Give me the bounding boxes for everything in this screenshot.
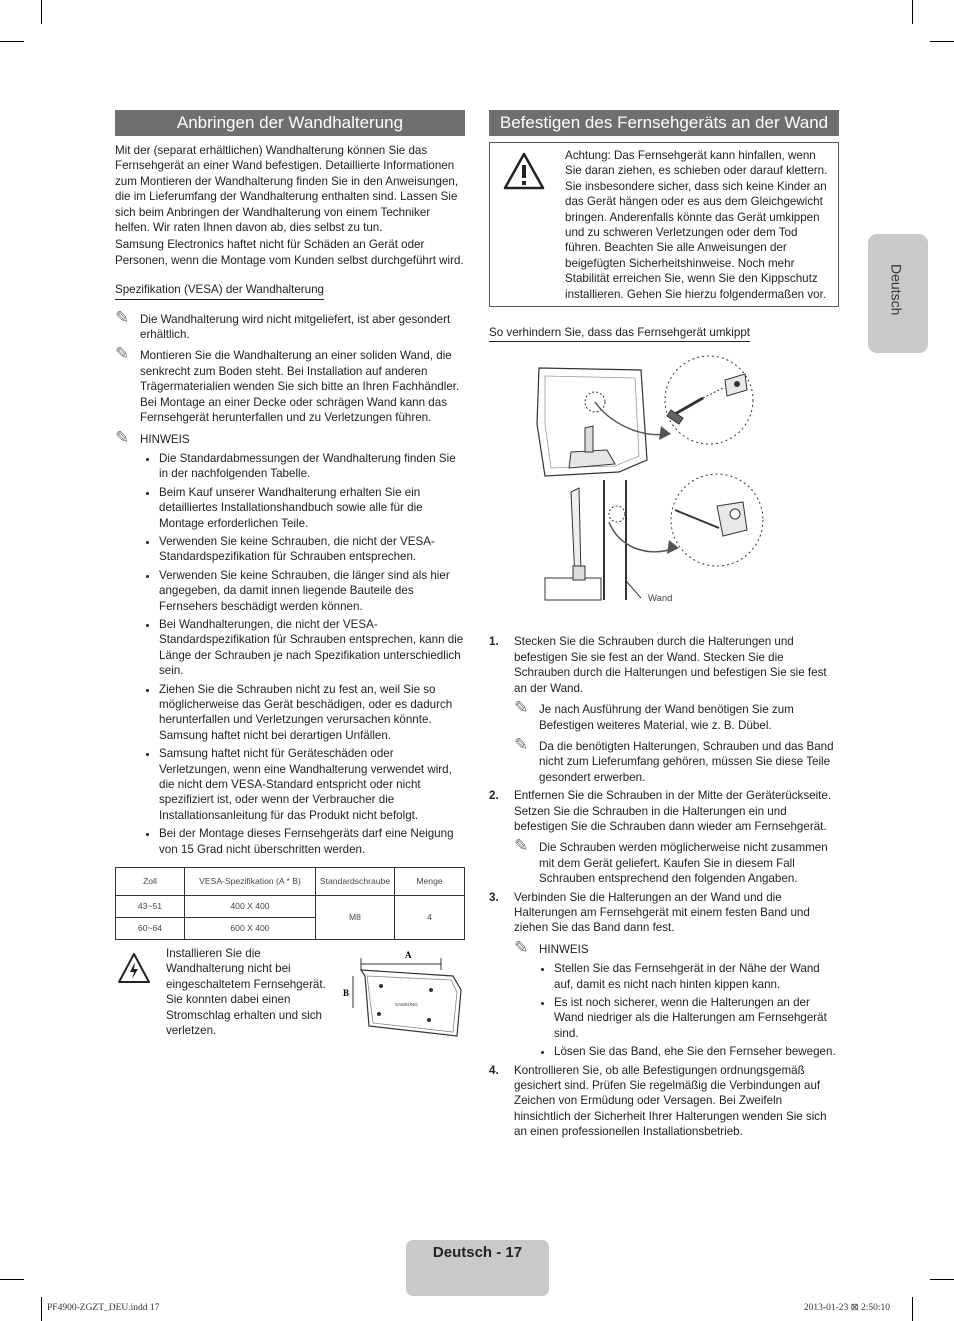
step-item: [489, 1063, 839, 1140]
list-item: • Verwenden Sie keine Schrauben, die länger sind als hier angegeben, da damit innen liegende Bauteile des Fernsehers beschädigt werden können.: [159, 568, 465, 614]
step-number: 3.: [489, 890, 499, 904]
list-item: • Beim Kauf unserer Wandhalterung erhalten Sie ein detailliertes Installationshandbuch sowie alle für die Montage erforderlichen Teile.: [159, 485, 465, 531]
page-number: Deutsch - 17: [432, 1244, 523, 1261]
wall-label: Wand: [648, 593, 673, 605]
table-cell: 43~51: [116, 896, 185, 918]
pencil-note-icon: ✎: [514, 734, 529, 754]
table-header-row: [116, 868, 465, 896]
table-cell: 4: [395, 896, 465, 940]
footer-file-name: PF4900-ZGZT_DEU.indd 17: [47, 1303, 160, 1313]
dimension-a-label: A: [405, 950, 412, 961]
vesa-spec-table: [115, 867, 465, 940]
table-cell: 600 X 400: [185, 918, 316, 940]
note-item: [514, 836, 839, 886]
column-header: Menge: [395, 868, 465, 896]
pencil-note-icon: ✎: [115, 427, 130, 447]
note-text: Die Wandhalterung wird nicht mitgeliefert, ist aber gesondert erhältlich.: [140, 312, 451, 342]
language-tab-label: Deutsch: [888, 264, 905, 316]
liability-paragraph: Samsung Electronics haftet nicht für Schäden an Gerät oder Personen, wenn die Montage vom Kunden selbst durchgeführt wird.: [115, 238, 464, 267]
note-text: Montieren Sie die Wandhalterung an einer soliden Wand, die senkrecht zum Boden steht. Bei Installation auf anderen Trägermaterialien wenden Sie sich bitte an Ihren Fachhändler. Bei Montage an einer Decke oder schrägen Wand kann das Fernsehgerät herunterfallen und zu Verletzungen führen.: [140, 349, 460, 425]
crop-mark: [41, 0, 42, 24]
crop-mark: [912, 0, 913, 24]
footer-timestamp: 2013-01-23 ⊠ 2:50:10: [803, 1303, 890, 1313]
caution-label: Achtung: [565, 149, 608, 162]
column-header: Standardschraube: [316, 868, 395, 896]
anti-tip-illustration: [489, 352, 839, 624]
table-row: [116, 896, 465, 918]
caution-text: : Das Fernsehgerät kann hinfallen, wenn Sie daran ziehen, es schieben oder darauf klettern. Sie insbesondere sicher, dass sich keine Kinder an das Gerät hängen oder es aus dem Gleichgewicht bringen. Anderenfalls könnte das Gerät umkippen und zu schweren Verletzungen oder dem Tod führen. Beachten Sie alle Anweisungen der beigefügten Sicherheitshinweise. Noch mehr Stabilität erreichen Sie, wenn Sie den Kippschutz installieren. Gehen Sie hierzu folgendermaßen vor.: [565, 149, 828, 301]
caution-triangle-icon: [502, 151, 546, 191]
crop-mark: [912, 1297, 913, 1321]
note-item: [115, 344, 465, 425]
shock-warning-text: Installieren Sie die Wandhalterung nicht bei eingeschaltetem Fernsehgerät. Sie konnten dabei einen Stromschlag erhalten und sich verletzen.: [166, 947, 326, 1038]
step-text: Stecken Sie die Schrauben durch die Halterungen und befestigen Sie sie fest an der Wand. Stecken Sie die Schrauben durch die Halterungen und befestigen Sie sie fest an der Wand.: [514, 635, 827, 695]
hinweis-list: [115, 451, 465, 857]
vesa-dimension-diagram: [343, 946, 465, 1042]
list-item: • Bei Wandhalterungen, die nicht der VESA-Standardspezifikation für Schrauben entsprechen, kann die Länge der Schrauben je nach Spezifikation unterschiedlich sein.: [159, 617, 465, 679]
pencil-note-icon: ✎: [514, 937, 529, 957]
list-item: • Es ist noch sicherer, wenn die Halterungen an der Wand niedriger als die Halterungen am Fernsehgerät sind.: [554, 995, 839, 1041]
page-number-box: [406, 1240, 549, 1296]
list-item: • Verwenden Sie keine Schrauben, die nicht der VESA-Standardspezifikation für Schrauben entsprechen.: [159, 534, 465, 565]
language-side-tab: [868, 234, 928, 353]
list-item: • Ziehen Sie die Schrauben nicht zu fest an, weil Sie so möglicherweise das Gerät beschädigen, oder es dadurch herunterfallen und Verletzungen verursachen könnte. Samsung haftet nicht bei derartigen Unfällen.: [159, 682, 465, 744]
step-number: 1.: [489, 635, 499, 649]
vesa-spec-heading: Spezifikation (VESA) der Wandhalterung: [115, 282, 324, 299]
list-item: • Bei der Montage dieses Fernsehgeräts darf eine Neigung von 15 Grad nicht überschritten werden.: [159, 826, 465, 857]
note-item: [514, 698, 839, 733]
steps-list: [489, 634, 839, 1139]
electric-shock-warning-icon: [117, 952, 151, 984]
crop-mark: [0, 41, 24, 42]
left-column: [115, 110, 465, 1066]
intro-paragraph: Mit der (separat erhältlichen) Wandhalterung können Sie das Fernsehgerät an einer Wand befestigen. Detaillierte Informationen zum Montieren der Wandhalterung finden Sie in den Anweisungen, die im Lieferumfang der Wandhalterung enthalten sind. Lassen Sie sich beim Anbringen der Wandhalterung von einem Techniker helfen. Wir raten Ihnen davon ab, dies selbst zu tun.: [115, 144, 459, 235]
hinweis-heading: ✎ HINWEIS: [115, 427, 190, 447]
column-header: VESA-Spezifikation (A * B): [185, 868, 316, 896]
right-column: [489, 110, 839, 1143]
step-number: 2.: [489, 789, 499, 803]
crop-mark: [0, 1279, 24, 1280]
note-text: Da die benötigten Halterungen, Schrauben und das Band nicht zum Lieferumfang gehören, müssen Sie diese Teile gesondert erwerben.: [539, 739, 834, 784]
table-cell: 400 X 400: [185, 896, 316, 918]
list-item: • Stellen Sie das Fernsehgerät in der Nähe der Wand auf, damit es nicht nach hinten kippen kann.: [554, 961, 839, 992]
hinweis-list: [514, 961, 839, 1059]
dimension-b-label: B: [343, 988, 350, 999]
column-header: Zoll: [116, 868, 185, 896]
hinweis-heading: ✎ HINWEIS: [514, 937, 589, 957]
step-text: Entfernen Sie die Schrauben in der Mitte der Geräterückseite. Setzen Sie die Schrauben in die Halterungen ein und befestigen Sie die Schrauben dann wieder am Fernsehgerät.: [514, 789, 832, 833]
step-number: 4.: [489, 1063, 499, 1077]
caution-box: [489, 142, 839, 307]
pencil-note-icon: ✎: [115, 344, 130, 364]
pencil-note-icon: ✎: [115, 307, 130, 327]
list-item: • Lösen Sie das Band, ehe Sie den Fernseher bewegen.: [554, 1044, 839, 1059]
note-text: Je nach Ausführung der Wand benötigen Sie zum Befestigen weiteres Material, wie z. B. Dübel.: [539, 703, 794, 732]
section-title-secure-tv: Befestigen des Fernsehgeräts an der Wand: [489, 110, 839, 136]
diagram-brand-text: SAMSUNG: [395, 1002, 418, 1008]
step-item: [489, 890, 839, 1060]
shock-warning-block: [115, 946, 465, 1066]
note-text: Die Schrauben werden möglicherweise nicht zusammen mit dem Gerät geliefert. Kaufen Sie in diesem Fall Schrauben entsprechend den folgenden Angaben.: [539, 841, 828, 886]
crop-mark: [930, 1279, 954, 1280]
step-item: [489, 634, 839, 785]
section-title-wall-mount: Anbringen der Wandhalterung: [115, 110, 465, 136]
list-item: • Samsung haftet nicht für Geräteschäden oder Verletzungen, wenn eine Wandhalterung verwendet wird, die nicht dem VESA-Standard entspricht oder nicht spezifiziert ist, oder wenn der Verbraucher die Installationsanleitung für das Produkt nicht befolgt.: [159, 746, 465, 823]
pencil-note-icon: ✎: [514, 698, 529, 718]
step-text: Verbinden Sie die Halterungen an der Wand und die Halterungen am Fernsehgerät mit einem festen Band und ziehen Sie das Band dann fest.: [514, 890, 810, 935]
step-text: Kontrollieren Sie, ob alle Befestigungen ordnungsgemäß gesichert sind. Prüfen Sie regelmäßig die Verbindungen auf Zeichen von Ermüdung oder Versagen. Bei Zweifeln hinsichtlich der Sicherheit Ihrer Halterungen wenden Sie sich an einen professionellen Installationsbetrieb.: [514, 1063, 827, 1139]
table-cell: 60~64: [116, 918, 185, 940]
step-item: [489, 788, 839, 886]
note-item: [514, 734, 839, 785]
list-item: • Die Standardabmessungen der Wandhalterung finden Sie in der nachfolgenden Tabelle.: [159, 451, 465, 482]
crop-mark: [41, 1297, 42, 1321]
note-item: [115, 307, 465, 343]
pencil-note-icon: ✎: [514, 836, 529, 856]
table-cell: M8: [316, 896, 395, 940]
prevent-tipping-heading: So verhindern Sie, dass das Fernsehgerät umkippt: [489, 325, 750, 342]
crop-mark: [930, 41, 954, 42]
